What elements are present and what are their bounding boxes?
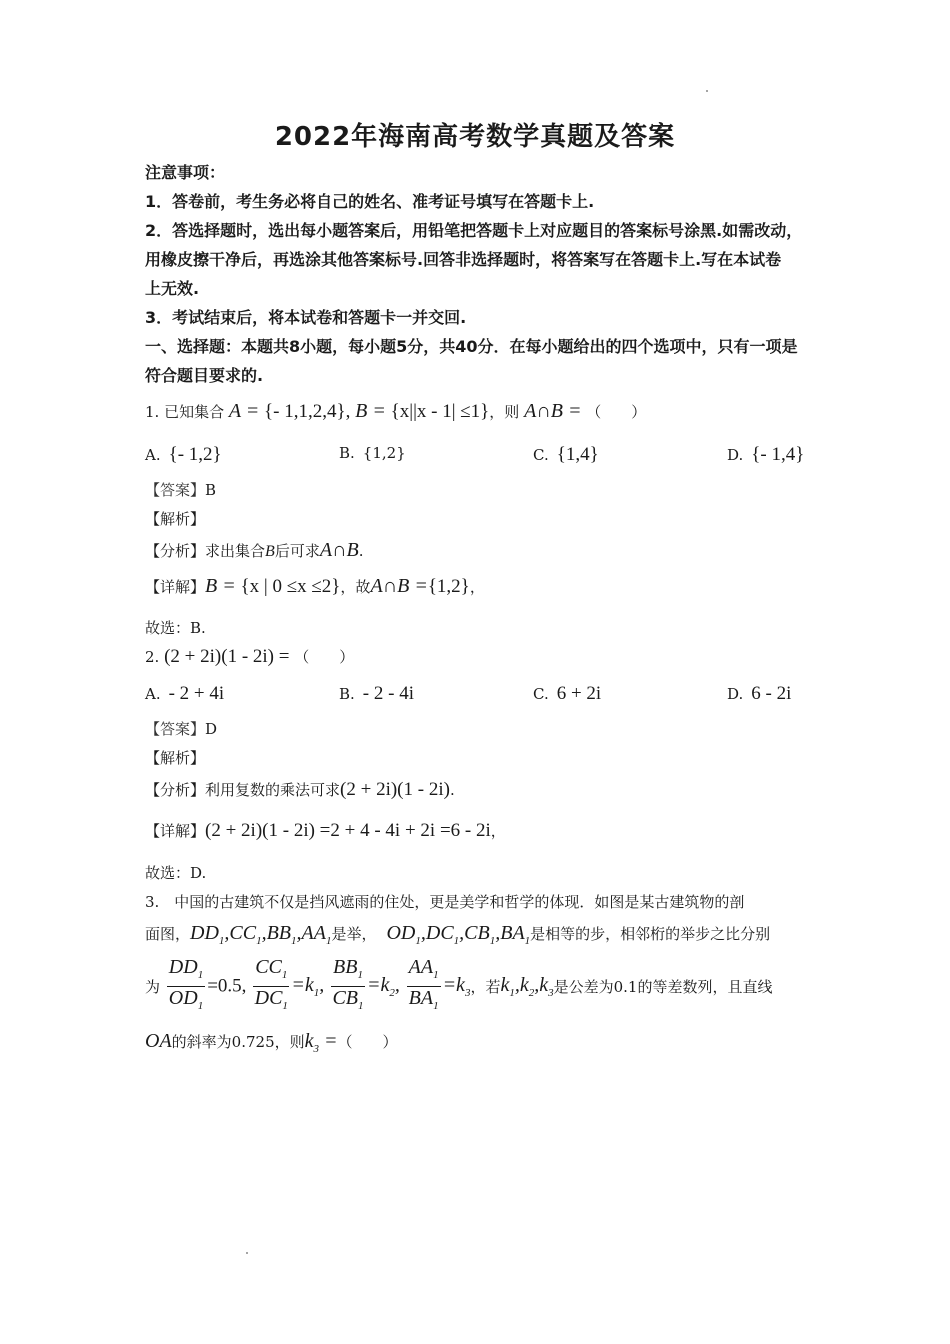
option-d — [727, 444, 804, 466]
fenxi-tag: 【分析】 — [145, 781, 206, 799]
option-d — [727, 683, 791, 705]
xiangjie-comma: ， — [469, 578, 485, 596]
option-c — [533, 444, 599, 466]
intersection-expr: A∩B = — [524, 400, 582, 422]
answer-paren: （ ） — [294, 648, 355, 666]
fenxi-text: 后可求 — [274, 542, 320, 560]
xiangjie-comma: ， — [490, 822, 506, 840]
note-2-cont: 用橡皮擦干净后，再选涂其他答案标号.回答非选择题时，将答案写在答题卡上.写在本试卷 — [145, 250, 782, 269]
question-text: 为 — [145, 978, 161, 996]
xiangjie-tag: 【详解】 — [145, 578, 206, 596]
xiangjie-line — [145, 820, 506, 842]
segment-list: $DD_1,CC_1,BB_1,AA_1$ — [190, 922, 332, 947]
option-value: {1,2} — [362, 444, 406, 462]
xiangjie-line — [145, 575, 485, 598]
option-value: {1,4} — [556, 444, 599, 465]
question-text: 面图， — [145, 925, 191, 943]
set-a-label: A = — [228, 400, 260, 422]
line-oa: OA — [145, 1030, 172, 1052]
connector-text: ，则 — [489, 403, 520, 421]
xiangjie-expr: (2 + 2i)(1 - 2i) =2 + 4 - 4i + 2i =6 - 2i — [205, 820, 491, 841]
separator: , — [345, 401, 351, 422]
question-number: 1. — [145, 403, 160, 421]
question-3-line4 — [145, 1030, 398, 1055]
analysis-tag: 【解析】 — [145, 749, 206, 767]
note-2: 2．答选择题时，选出每小题答案后，用铅笔把答题卡上对应题目的答案标号涂黑.如需改动， — [145, 221, 803, 240]
fenxi-line — [145, 539, 364, 562]
note-1: 1．答卷前，考生务必将自己的姓名、准考证号填写在答题卡上. — [145, 192, 595, 211]
section-heading-cont: 符合题目要求的. — [145, 366, 264, 385]
question-3-stem: 3. 中国的古建筑不仅是挡风遮雨的住处，更是美学和哲学的体现．如图是某古建筑物的剖 — [145, 893, 745, 911]
option-b — [339, 444, 406, 462]
answer-tag: 【答案】 — [145, 720, 206, 738]
ratio-value: $=k_3$ — [442, 974, 471, 999]
question-text: 是公差为0.1的等差数列，且直线 — [553, 978, 773, 996]
scan-mark — [706, 90, 708, 92]
option-letter: C. — [533, 685, 549, 703]
option-letter: B. — [339, 444, 355, 462]
option-b — [339, 683, 414, 705]
option-a — [145, 444, 222, 466]
question-1-stem — [145, 400, 646, 423]
choose-line: 故选：B. — [145, 619, 206, 637]
ratio-fraction: $\frac{CC_1}{DC_1}$ — [254, 956, 288, 1012]
xiangjie-expr: B = — [205, 575, 236, 597]
option-value: - 2 + 4i — [168, 683, 225, 704]
fenxi-period: . — [358, 542, 364, 560]
question-3-line3 — [145, 956, 772, 1017]
ratio-fraction: $\frac{AA_1}{BA_1}$ — [408, 956, 439, 1012]
answer-line — [145, 718, 217, 739]
note-3: 3．考试结束后，将本试卷和答题卡一并交回. — [145, 308, 467, 327]
segment-list: $OD_1,DC_1,CB_1,BA_1$ — [386, 922, 531, 947]
ratio-fraction: $\frac{DD_1}{OD_1}$ — [168, 956, 204, 1012]
analysis-tag: 【解析】 — [145, 510, 206, 528]
fenxi-expr: A∩B — [319, 539, 359, 561]
question-number: 2. — [145, 648, 160, 666]
option-letter: B. — [339, 685, 355, 703]
note-2-end: 上无效. — [145, 279, 200, 298]
ratio-fraction: $\frac{BB_1}{CB_1}$ — [332, 956, 364, 1012]
option-letter: A. — [145, 685, 161, 703]
option-value: {- 1,4} — [751, 444, 805, 465]
answer-line — [145, 479, 216, 500]
fenxi-line — [145, 779, 455, 801]
question-3-line2 — [145, 922, 770, 947]
answer-value: D — [205, 720, 218, 738]
complex-expr: (2 + 2i)(1 - 2i) = — [164, 646, 290, 667]
option-a — [145, 683, 224, 705]
option-letter: C. — [533, 446, 549, 464]
xiangjie-expr: A∩B = — [370, 575, 428, 597]
option-value: 6 - 2i — [751, 683, 792, 704]
fenxi-period: . — [449, 781, 455, 799]
scan-mark — [246, 1252, 248, 1254]
option-letter: D. — [727, 685, 744, 703]
answer-paren: （ ） — [337, 1033, 398, 1051]
option-value: 6 + 2i — [556, 683, 602, 704]
xiangjie-result: {1,2} — [427, 576, 470, 597]
answer-value: B — [205, 481, 217, 499]
question-text: 是相等的步，相邻桁的举步之比分别 — [530, 925, 771, 943]
k-list: $k_1,k_2,k_3$ — [500, 974, 554, 999]
ratio-value: $=k_1$, — [291, 974, 325, 999]
fenxi-text: 求出集合 — [205, 542, 266, 560]
question-2-stem — [145, 646, 354, 668]
set-a-value: {- 1,1,2,4} — [264, 401, 346, 422]
page-title: 2022年海南高考数学真题及答案 — [274, 122, 676, 152]
fenxi-tag: 【分析】 — [145, 542, 206, 560]
k3-label: $k_3$ = — [304, 1030, 338, 1055]
notes-heading: 注意事项： — [145, 163, 226, 182]
option-value: {- 1,2} — [168, 444, 222, 465]
question-text: 的斜率为0.725，则 — [171, 1033, 305, 1051]
set-b-label: B = — [355, 400, 386, 422]
option-letter: A. — [145, 446, 161, 464]
ratio-value: =0.5, — [207, 975, 247, 997]
option-letter: D. — [727, 446, 744, 464]
choose-line: 故选：D. — [145, 864, 207, 882]
answer-paren: （ ） — [586, 403, 647, 421]
xiangjie-tag: 【详解】 — [145, 822, 206, 840]
fenxi-text: 利用复数的乘法可求 — [205, 781, 341, 799]
question-text: ，若 — [470, 978, 501, 996]
question-text: 已知集合 — [164, 403, 225, 421]
xiangjie-text: ，故 — [340, 578, 371, 596]
section-heading: 一、选择题：本题共8小题，每小题5分，共40分．在每小题给出的四个选项中，只有一项是 — [145, 337, 798, 356]
option-c — [533, 683, 601, 705]
answer-tag: 【答案】 — [145, 481, 206, 499]
set-b-value: {x||x - 1| ≤1} — [390, 401, 490, 422]
fenxi-set: B — [265, 543, 275, 560]
ratio-value: $=k_2$, — [366, 974, 400, 999]
fenxi-expr: (2 + 2i)(1 - 2i) — [340, 779, 450, 800]
question-text: 是举， — [331, 925, 377, 943]
option-value: - 2 - 4i — [362, 683, 414, 704]
xiangjie-set: {x | 0 ≤x ≤2} — [240, 576, 341, 597]
